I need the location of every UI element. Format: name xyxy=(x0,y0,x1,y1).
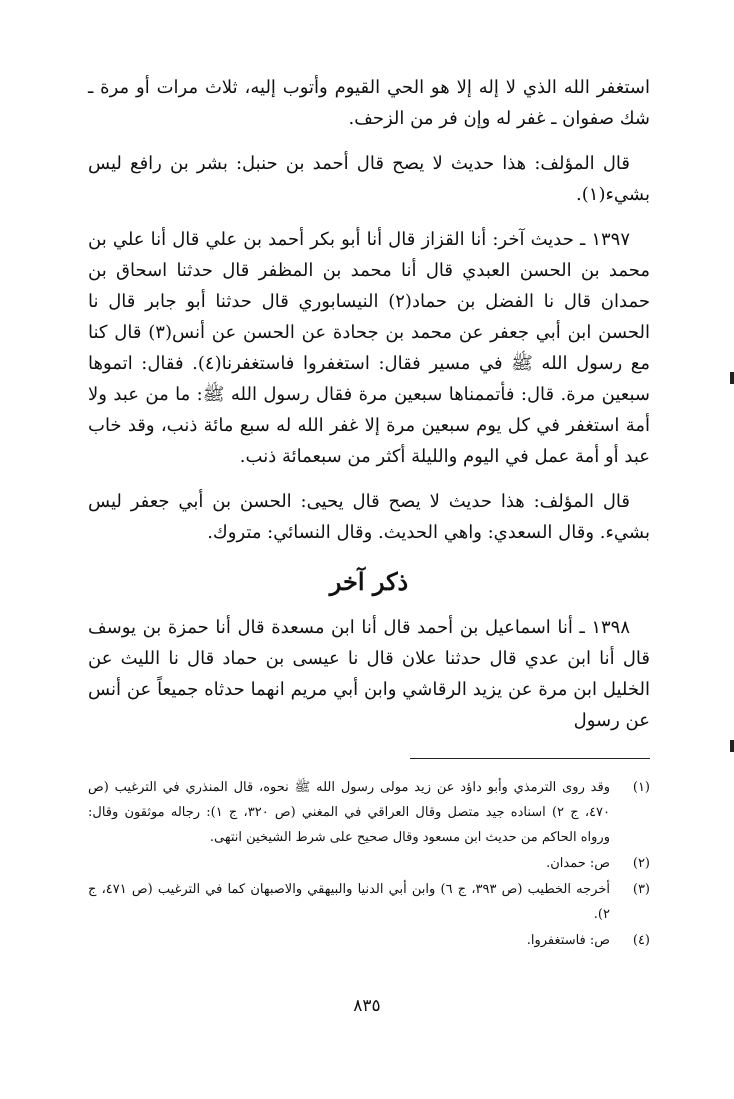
page-body xyxy=(88,72,650,954)
footnote xyxy=(88,877,650,927)
footnote-text: وقد روى الترمذي وأبو داؤد عن زيد مولى رسول الله ﷺ نحوه، قال المنذري في الترغيب (ص ٤٧٠، ج ٢) اسناده جيد متصل وقال العراقي في المغني (ص ٣٢٠، ج ١): رجاله موثقون وقال: ورواه الحاكم من حديث ابن مسعود وقال صحيح على شرط الشيخين انتهى. xyxy=(88,780,611,845)
footnote xyxy=(88,928,650,953)
footnote-text: أخرجه الخطيب (ص ٣٩٣، ج ٦) وابن أبي الدنيا والبيهقي والاصبهان كما في الترغيب (ص ٤٧١، ج ٢). xyxy=(88,882,610,922)
page-number: ٨٣٥ xyxy=(353,996,381,1016)
hadith-1397: ١٣٩٧ ـ حديث آخر: أنا القزاز قال أنا أبو بكر أحمد بن علي قال أنا علي بن محمد بن الحسن العبدي قال أنا محمد بن المظفر قال حدثنا اسحاق بن حمدان قال نا الفضل بن حماد(٢) النيسابوري قال حدثنا أبو جابر قال نا الحسن ابن أبي جعفر عن محمد بن جحادة عن الحسن عن أنس(٣) قال كنا مع رسول الله ﷺ في مسير فقال: استغفروا فاستغفرنا(٤). فقال: اتموها سبعين مرة. قال: فأتممناها سبعين مرة فقال رسول الله ﷺ: ما من عبد ولا أمة استغفر في كل يوم سبعين مرة إلا غفر الله له سبع مائة ذنب، وقد خاب عبد أو أمة عمل في اليوم والليلة أكثر من سبعمائة ذنب. xyxy=(88,229,650,467)
hadith-1398: ١٣٩٨ ـ أنا اسماعيل بن أحمد قال أنا ابن مسعدة قال أنا حمزة بن يوسف قال أنا ابن عدي قال حدثنا علان قال نا عيسى بن حماد قال نا الليث عن الخليل ابن مرة عن يزيد الرقاشي وابن أبي مريم انهما حدثاه جميعاً عن أنس عن رسول xyxy=(88,617,650,731)
footnote-text: ص: حمدان. xyxy=(546,856,610,871)
scan-mark xyxy=(730,372,734,384)
footnote xyxy=(88,851,650,876)
footnotes xyxy=(88,775,650,953)
author-note: قال المؤلف: هذا حديث لا يصح قال أحمد بن حنبل: بشر بن رافع ليس بشيء(١). xyxy=(88,153,650,205)
footnote-divider xyxy=(410,758,650,759)
section-heading: ذكر آخر xyxy=(329,567,409,596)
paragraph: استغفر الله الذي لا إله إلا هو الحي القيوم وأتوب إليه، ثلاث مرات أو مرة ـ شك صفوان ـ غفر له وإن فر من الزحف. xyxy=(88,77,650,129)
author-note: قال المؤلف: هذا حديث لا يصح قال يحيى: الحسن بن أبي جعفر ليس بشيء. وقال السعدي: واهي الحديث. وقال النسائي: متروك. xyxy=(88,491,650,543)
footnote-number: (٤) xyxy=(632,933,650,948)
footnote-number: (٣) xyxy=(632,882,650,897)
footnote-number: (٢) xyxy=(632,856,650,871)
footnote-number: (١) xyxy=(632,780,650,795)
footnote-text: ص: فاستغفروا. xyxy=(526,933,610,948)
scan-mark xyxy=(730,740,734,752)
footnote xyxy=(88,775,650,850)
